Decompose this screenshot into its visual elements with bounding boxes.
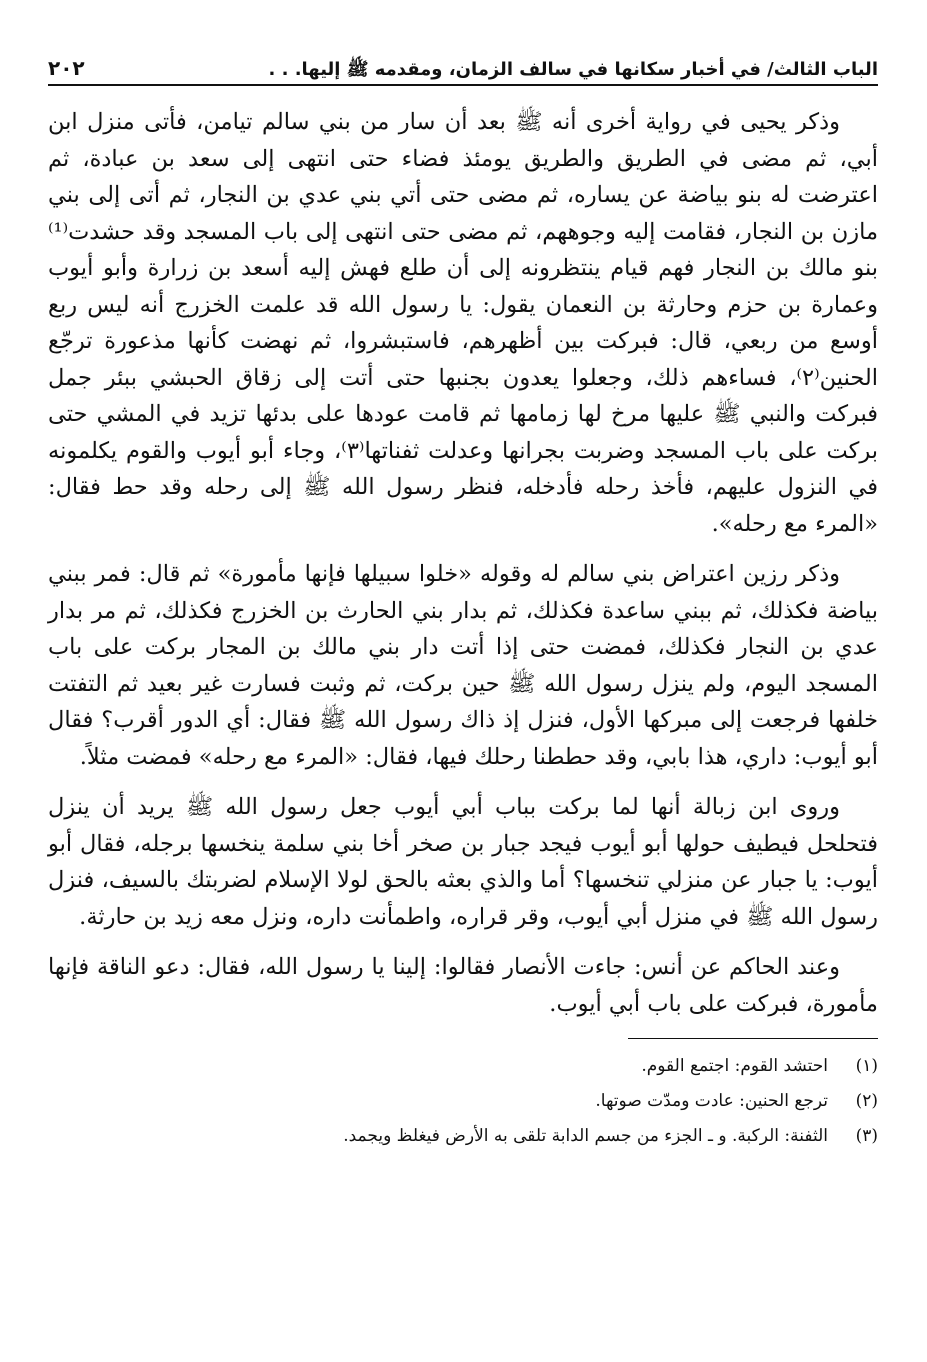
footnote	[48, 1084, 878, 1119]
running-title: الباب الثالث/ في أخبار سكانها في سالف الزمان، ومقدمه ﷺ إليها. . .	[268, 59, 878, 80]
footnote-divider	[628, 1038, 878, 1039]
running-header	[48, 52, 878, 86]
paragraph: وذكر يحيى في رواية أخرى أنه ﷺ بعد أن سار من بني سالم تيامن، فأتى منزل ابن أبي، ثم مضى في الطريق والطريق يومئذ فضاء حتى انتهى إلى سعد بن عبادة، ثم اعترضت له بنو بياضة عن يساره، ثم مضى حتى أتي بني عدي بن النجار، ثم أتى إلى بني مازن بن النجار، فقامت إليه وجوههم، ثم مضى حتى انتهى إلى باب المسجد وقد حشدت⁽¹⁾ بنو مالك بن النجار فهم قيام ينتظرونه إلى أن طلع فهش إليه أسعد بن زرارة وأبو أيوب وعمارة بن حزم وحارثة بن النعمان يقول: يا رسول الله قد علمت الخزرج أنه ليس ربع أوسع من ربعي، قال: فبركت بين أظهرهم، فاستبشروا، ثم نهضت كأنها مذعورة ترجّع الحنين⁽٢⁾، فساءهم ذلك، وجعلوا يعدون بجنبها حتى أتت إلى زقاق الحبشي ببئر جمل فبركت والنبي ﷺ عليها مرخ لها زمامها ثم قامت عودها على بدئها تزيد في المشي حتى بركت على باب المسجد وضربت بجرانها وعدلت ثفناتها⁽٣⁾، وجاء أبو أيوب والقوم يكلمونه في النزول عليهم، فأخذ رحله فأدخله، فنظر رسول الله ﷺ إلى رحله وقد حط فقال: «المرء مع رحله».	[48, 109, 879, 537]
footnotes	[48, 1049, 878, 1154]
page-number: ٢٠٢	[48, 56, 85, 80]
footnote	[48, 1119, 878, 1154]
footnote-text: الثفنة: الركبة. و ـ الجزء من جسم الدابة تلقى به الأرض فيغلظ ويجمد.	[343, 1126, 828, 1146]
footnote-text: احتشد القوم: اجتمع القوم.	[641, 1056, 828, 1076]
paragraph: وعند الحاكم عن أنس: جاءت الأنصار فقالوا: إلينا يا رسول الله، فقال: دعو الناقة فإنها مأمورة، فبركت على باب أبي أيوب.	[48, 954, 878, 1017]
footnote-number: (٢)	[855, 1091, 878, 1111]
book-page	[48, 52, 878, 1154]
footnote-number: (٣)	[855, 1126, 878, 1146]
footnote-text: ترجع الحنين: عادت ومدّت صوتها.	[595, 1091, 828, 1111]
footnote-number: (١)	[855, 1056, 878, 1076]
body-text	[48, 104, 878, 1022]
paragraph: وذكر رزين اعتراض بني سالم له وقوله «خلوا سبيلها فإنها مأمورة» ثم قال: فمر ببني بياضة فكذلك، ثم ببني ساعدة فكذلك، ثم بدار بني الحارث بن الخزرج فكذلك، ثم مر بدار عدي بن النجار فكذلك، فمضت حتى إذا أتت دار بني مالك بن المجار بركت على باب المسجد اليوم، ولم ينزل رسول الله ﷺ حين بركت، ثم وثبت فسارت غير بعيد ثم التفتت خلفها فرجعت إلى مبركها الأول، فنزل إذ ذاك رسول الله ﷺ فقال: أي الدور أقرب؟ فقال أبو أيوب: داري، هذا بابي، وقد حططنا رحلك فيها، فقال: «المرء مع رحله» فمضت مثلاً.	[48, 561, 878, 770]
paragraph: وروى ابن زبالة أنها لما بركت بباب أبي أيوب جعل رسول الله ﷺ يريد أن ينزل فتحلحل فيطيف حولها أبو أيوب فيجد جبار بن صخر أخا بني سلمة ينخسها برجله، فقال أبو أيوب: يا جبار عن منزلي تنخسها؟ أما والذي بعثه بالحق لولا الإسلام لضربتك بالسيف، فنزل رسول الله ﷺ في منزل أبي أيوب، وقر قراره، واطمأنت داره، ونزل معه زيد بن حارثة.	[48, 794, 878, 930]
footnote	[48, 1049, 878, 1084]
